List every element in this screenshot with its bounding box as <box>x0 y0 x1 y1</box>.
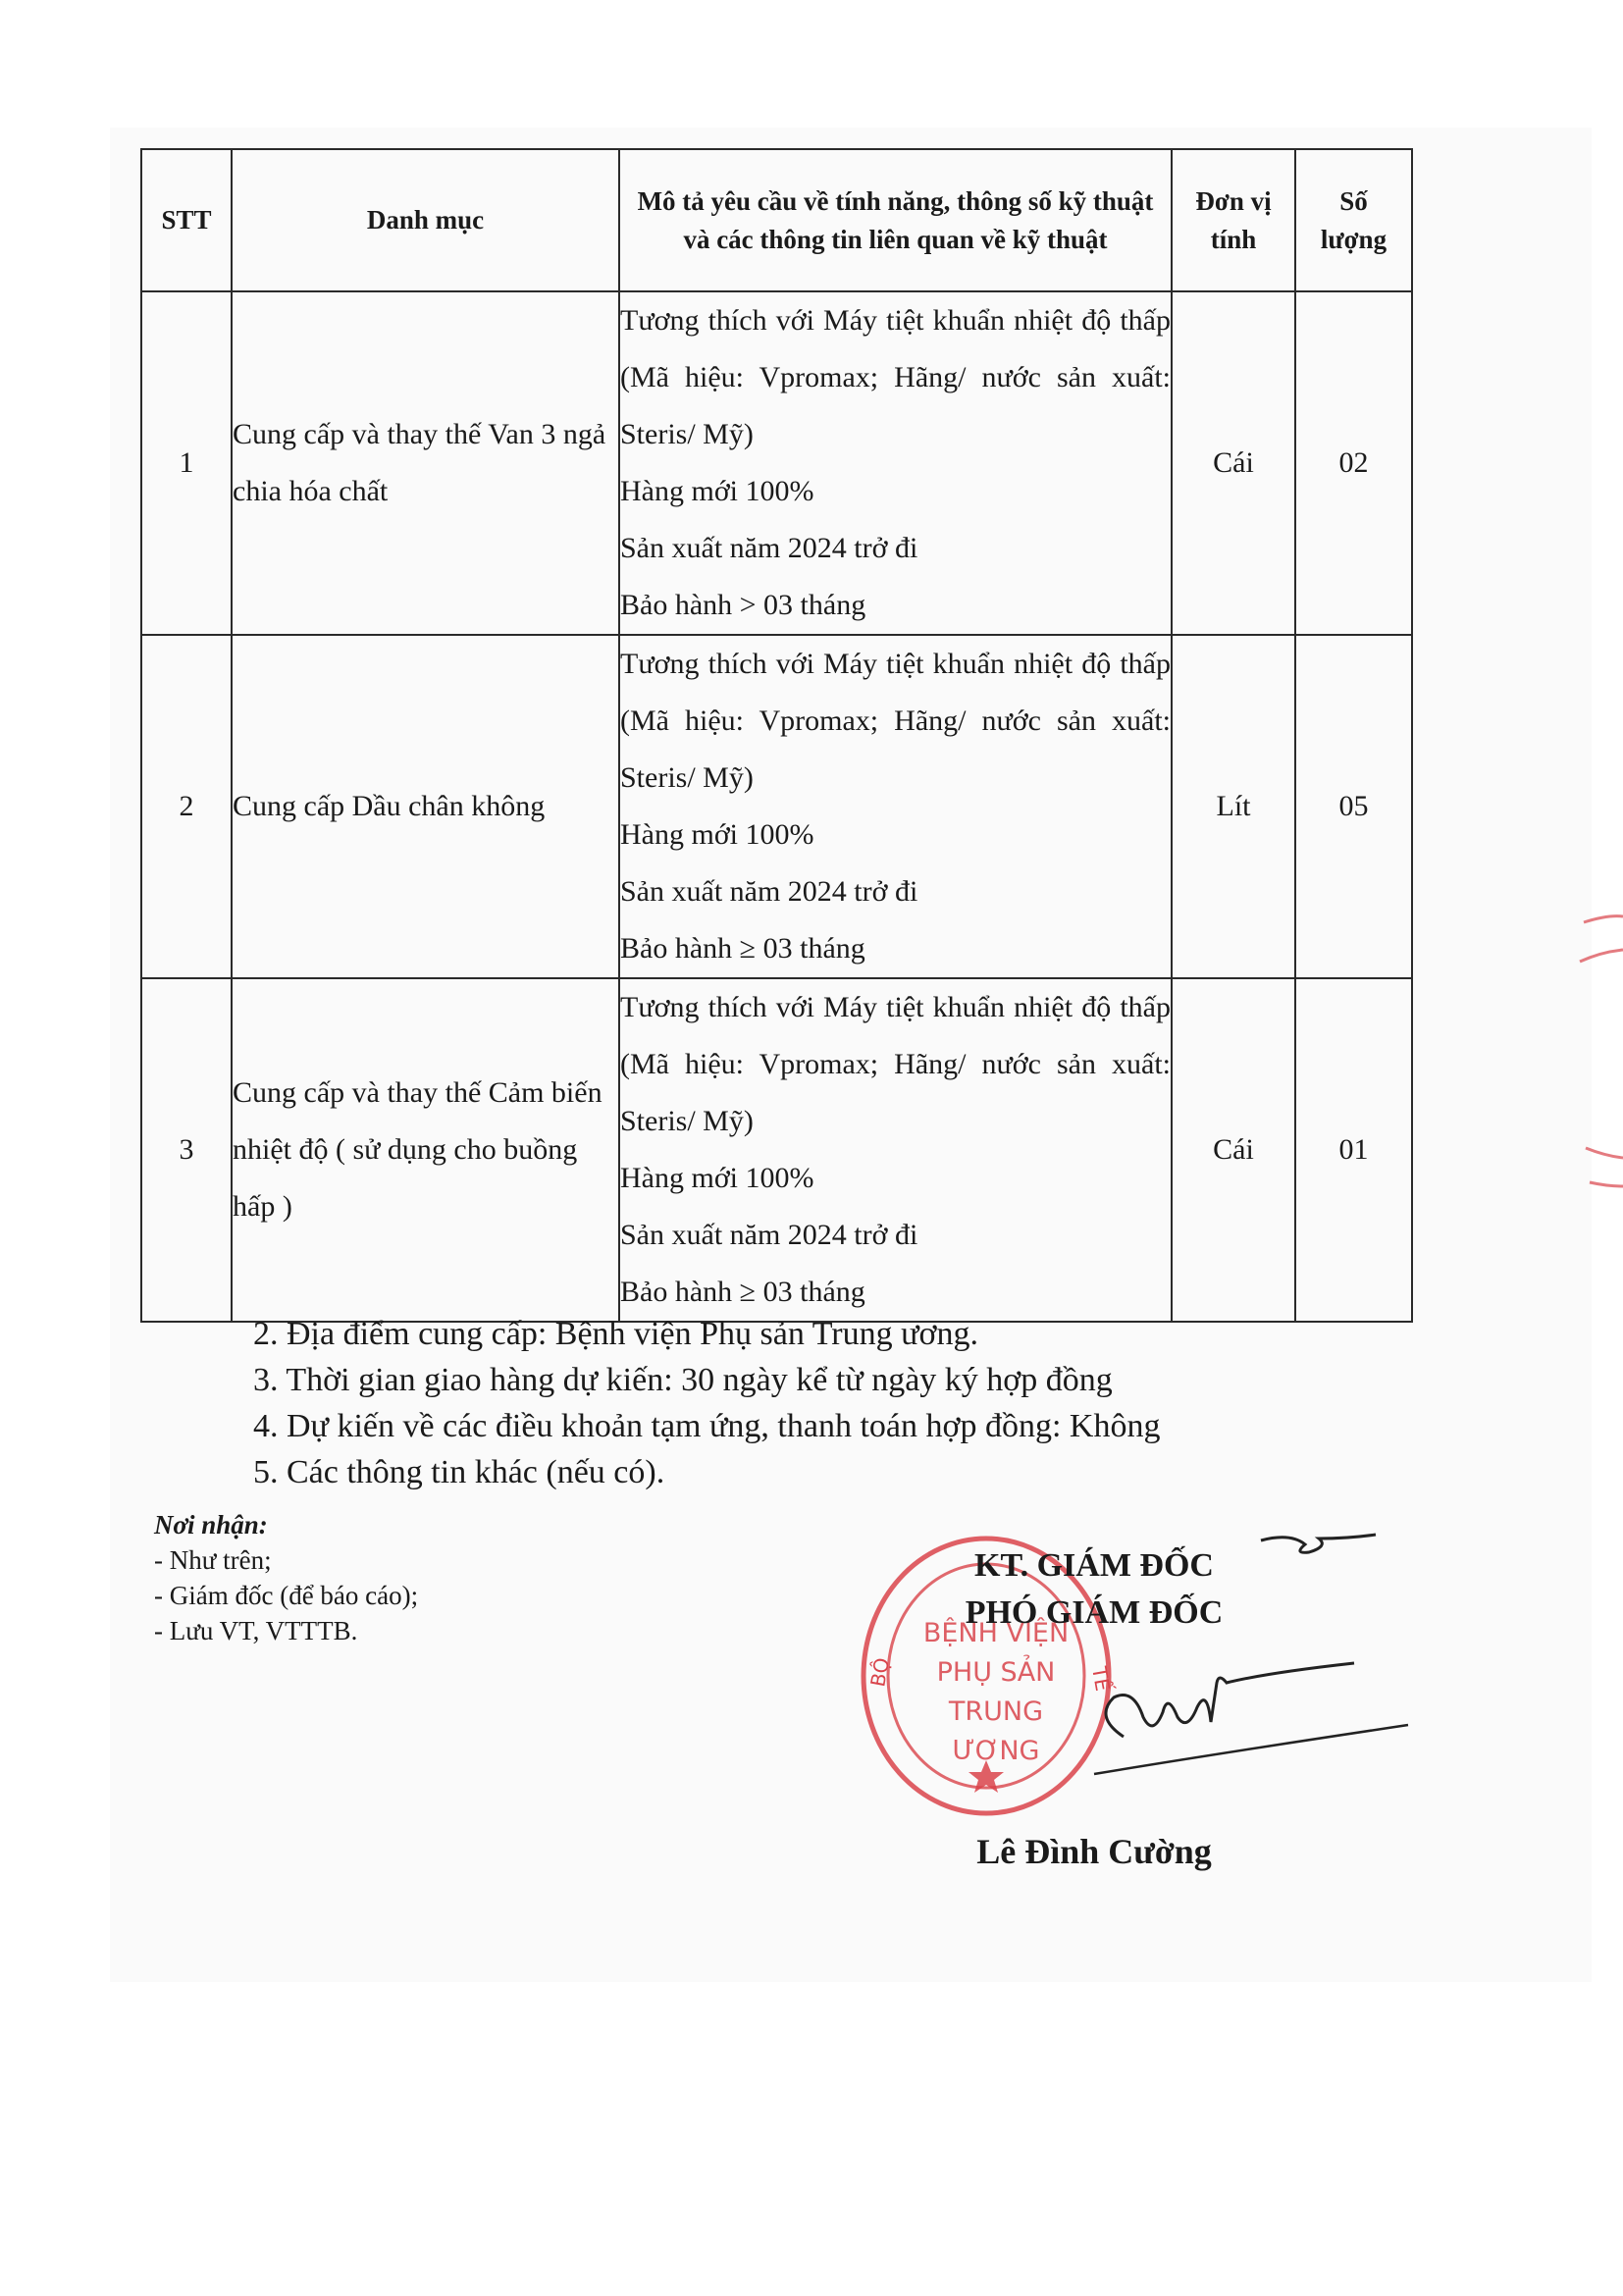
stamp-ring-right: TẾ <box>1087 1664 1116 1694</box>
signer-name: Lê Đình Cường <box>976 1832 1212 1871</box>
additional-notes <box>253 1311 1160 1495</box>
row-description <box>619 291 1172 635</box>
row-unit: Cái <box>1172 978 1295 1322</box>
row-description <box>619 978 1172 1322</box>
desc-compatibility: Tương thích với Máy tiệt khuẩn nhiệt độ thấp (Mã hiệu: Vpromax; Hãng/ nước sản xuất: Steris/ Mỹ) <box>620 304 1171 450</box>
header-category: Danh mục <box>232 149 619 291</box>
table-row <box>141 635 1412 978</box>
header-description: Mô tả yêu cầu về tính năng, thông số kỹ thuật và các thông tin liên quan về kỹ thuật <box>619 149 1172 291</box>
signature-title-1: KT. GIÁM ĐỐC <box>974 1547 1214 1584</box>
row-quantity: 01 <box>1295 978 1412 1322</box>
desc-compatibility: Tương thích với Máy tiệt khuẩn nhiệt độ thấp (Mã hiệu: Vpromax; Hãng/ nước sản xuất: Steris/ Mỹ) <box>620 991 1171 1137</box>
desc-year: Sản xuất năm 2024 trở đi <box>620 532 918 564</box>
desc-new: Hàng mới 100% <box>620 1162 814 1194</box>
row-quantity: 02 <box>1295 291 1412 635</box>
row-category: Cung cấp Dầu chân không <box>232 635 619 978</box>
handwritten-signature <box>1065 1511 1418 1825</box>
header-quantity: Số lượng <box>1295 149 1412 291</box>
row-unit: Lít <box>1172 635 1295 978</box>
desc-year: Sản xuất năm 2024 trở đi <box>620 1219 918 1251</box>
stamp-line: BỆNH VIỆN <box>922 1618 1070 1648</box>
desc-warranty: Bảo hành ≥ 03 tháng <box>620 932 865 965</box>
table-row <box>141 291 1412 635</box>
stamp-line: PHỤ SẢN <box>936 1657 1056 1688</box>
desc-new: Hàng mới 100% <box>620 818 814 851</box>
row-stt: 3 <box>141 978 232 1322</box>
row-description <box>619 635 1172 978</box>
note-delivery-location: 2. Địa điểm cung cấp: Bệnh viện Phụ sản Trung ương. <box>253 1316 979 1352</box>
recipient-item: - Giám đốc (để báo cáo); <box>154 1581 419 1610</box>
partial-stamp-edge <box>1564 903 1623 1197</box>
header-unit: Đơn vị tính <box>1172 149 1295 291</box>
row-stt: 2 <box>141 635 232 978</box>
row-quantity: 05 <box>1295 635 1412 978</box>
recipient-item: - Lưu VT, VTTTB. <box>154 1616 358 1645</box>
note-delivery-time: 3. Thời gian giao hàng dự kiến: 30 ngày kể từ ngày ký hợp đồng <box>253 1362 1113 1398</box>
row-category: Cung cấp và thay thế Van 3 ngả chia hóa chất <box>232 291 619 635</box>
row-unit: Cái <box>1172 291 1295 635</box>
desc-warranty: Bảo hành ≥ 03 tháng <box>620 1276 865 1308</box>
row-category: Cung cấp và thay thế Cảm biến nhiệt độ ( sử dụng cho buồng hấp ) <box>232 978 619 1322</box>
stamp-ring-left: BỘ <box>865 1655 895 1689</box>
header-stt: STT <box>141 149 232 291</box>
stamp-text <box>903 1614 1089 1771</box>
desc-warranty: Bảo hành > 03 tháng <box>620 589 866 621</box>
desc-new: Hàng mới 100% <box>620 475 814 507</box>
note-payment-terms: 4. Dự kiến về các điều khoản tạm ứng, thanh toán hợp đồng: Không <box>253 1408 1161 1444</box>
note-other-info: 5. Các thông tin khác (nếu có). <box>253 1454 665 1490</box>
desc-year: Sản xuất năm 2024 trở đi <box>620 875 918 908</box>
row-stt: 1 <box>141 291 232 635</box>
specification-table <box>140 148 1413 1323</box>
recipient-item: - Như trên; <box>154 1545 272 1575</box>
recipients-title: Nơi nhận: <box>154 1510 268 1539</box>
stamp-line: TRUNG ƯƠNG <box>948 1696 1044 1766</box>
signature-title-2: PHÓ GIÁM ĐỐC <box>965 1594 1224 1631</box>
table-row <box>141 978 1412 1322</box>
desc-compatibility: Tương thích với Máy tiệt khuẩn nhiệt độ thấp (Mã hiệu: Vpromax; Hãng/ nước sản xuất: Steris/ Mỹ) <box>620 648 1171 794</box>
table-header-row <box>141 149 1412 291</box>
recipients-block <box>154 1507 418 1648</box>
